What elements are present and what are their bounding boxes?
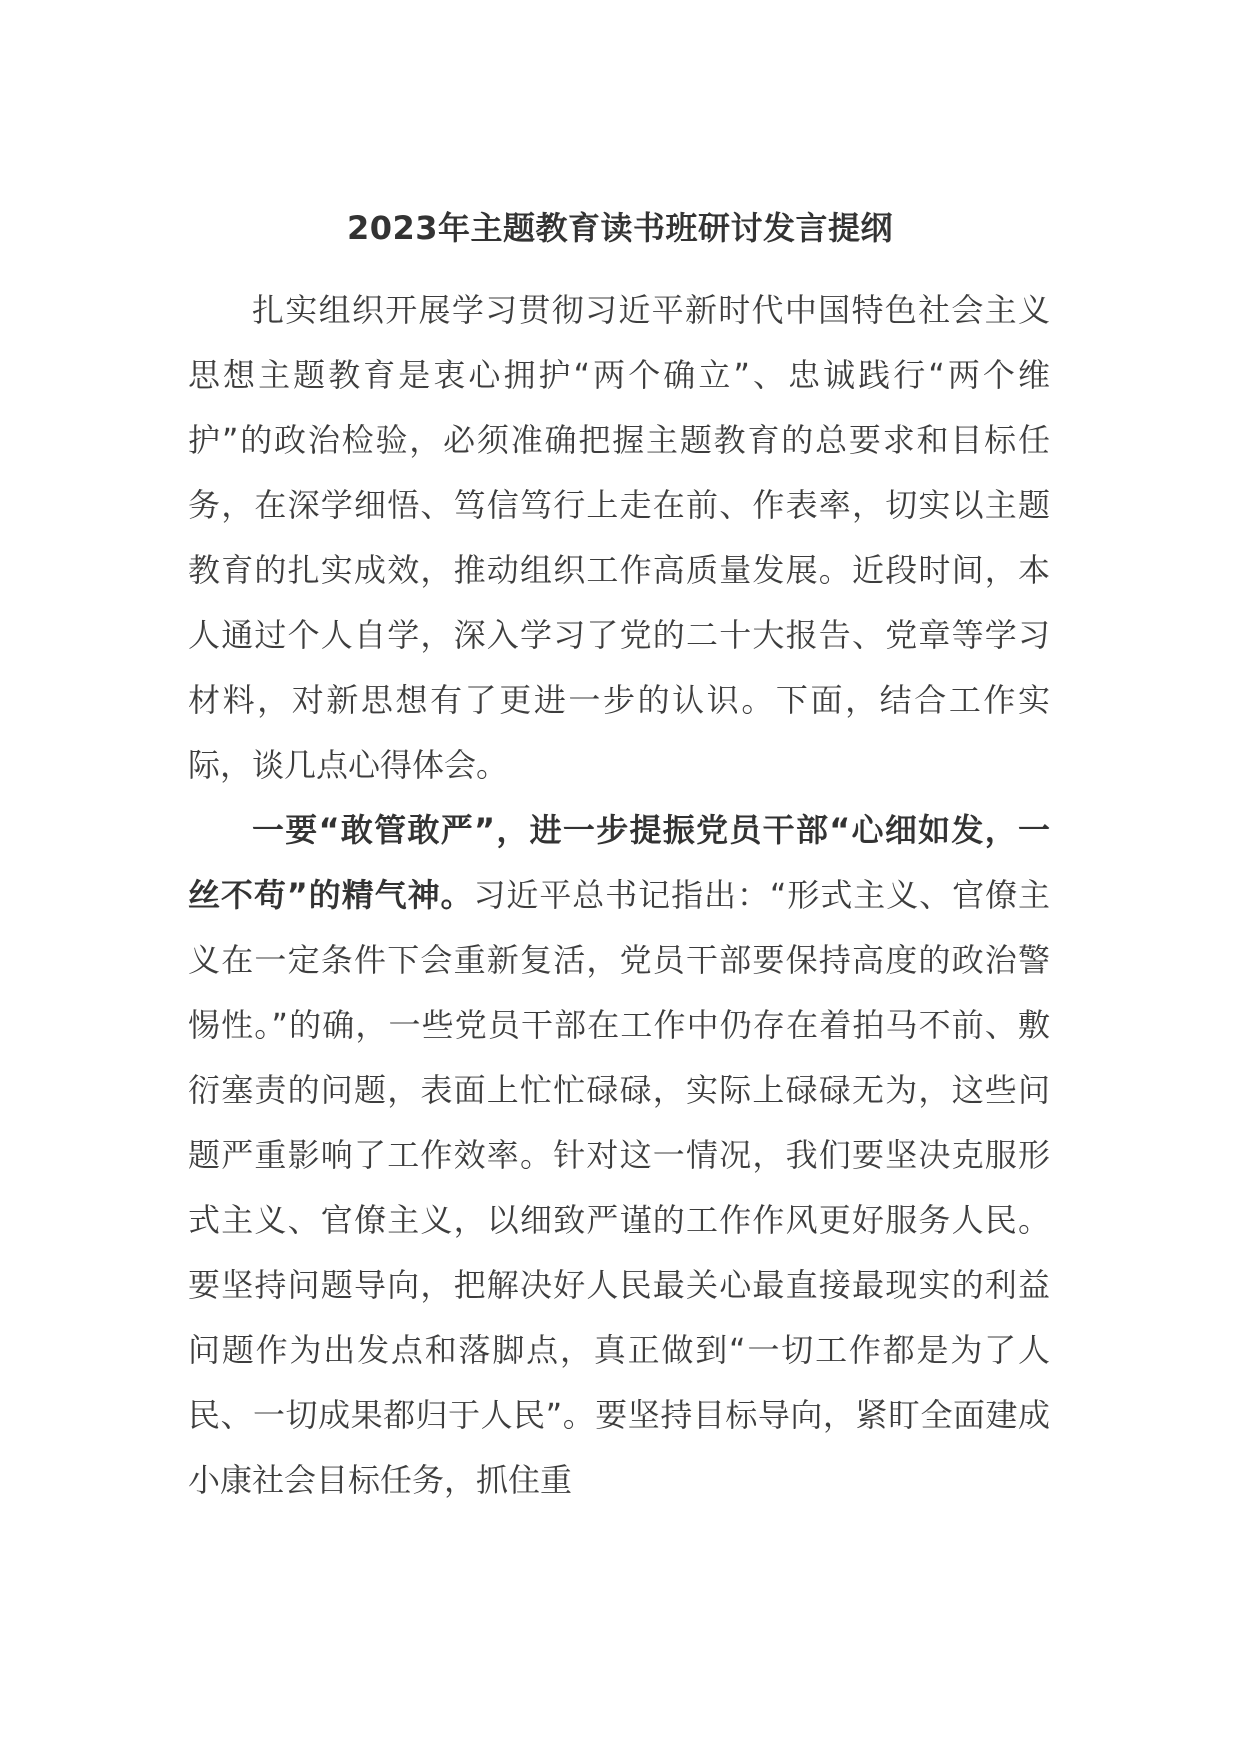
paragraph-point-one	[188, 798, 1050, 1513]
document-title: 2023年主题教育读书班研讨发言提纲	[346, 209, 894, 247]
paragraph-text: 习近平总书记指出：“形式主义、官僚主义在一定条件下会重新复活，党员干部要保持高度的政治警惕性。”的确，一些党员干部在工作中仍存在着拍马不前、敷衍塞责的问题，表面上忙忙碌碌，实际上碌碌无为，这些问题严重影响了工作效率。针对这一情况，我们要坚决克服形式主义、官僚主义，以细致严谨的工作作风更好服务人民。要坚持问题导向，把解决好人民最关心最直接最现实的利益问题作为出发点和落脚点，真正做到“一切工作都是为了人民、一切成果都归于人民”。要坚持目标导向，紧盯全面建成小康社会目标任务，抓住重	[188, 876, 1050, 1499]
paragraph-intro	[188, 278, 1050, 798]
paragraph-lead-heading: 一要“敢管敢严”，进一步提振党员干部“心细如发，一丝不苟”的精气神。	[188, 811, 1050, 914]
paragraph-text: 扎实组织开展学习贯彻习近平新时代中国特色社会主义思想主题教育是衷心拥护“两个确立”、忠诚践行“两个维护”的政治检验，必须准确把握主题教育的总要求和目标任务，在深学细悟、笃信笃行上走在前、作表率，切实以主题教育的扎实成效，推动组织工作高质量发展。近段时间，本人通过个人自学，深入学习了党的二十大报告、党章等学习材料，对新思想有了更进一步的认识。下面，结合工作实际，谈几点心得体会。	[188, 291, 1050, 784]
document-body	[188, 278, 1050, 1513]
